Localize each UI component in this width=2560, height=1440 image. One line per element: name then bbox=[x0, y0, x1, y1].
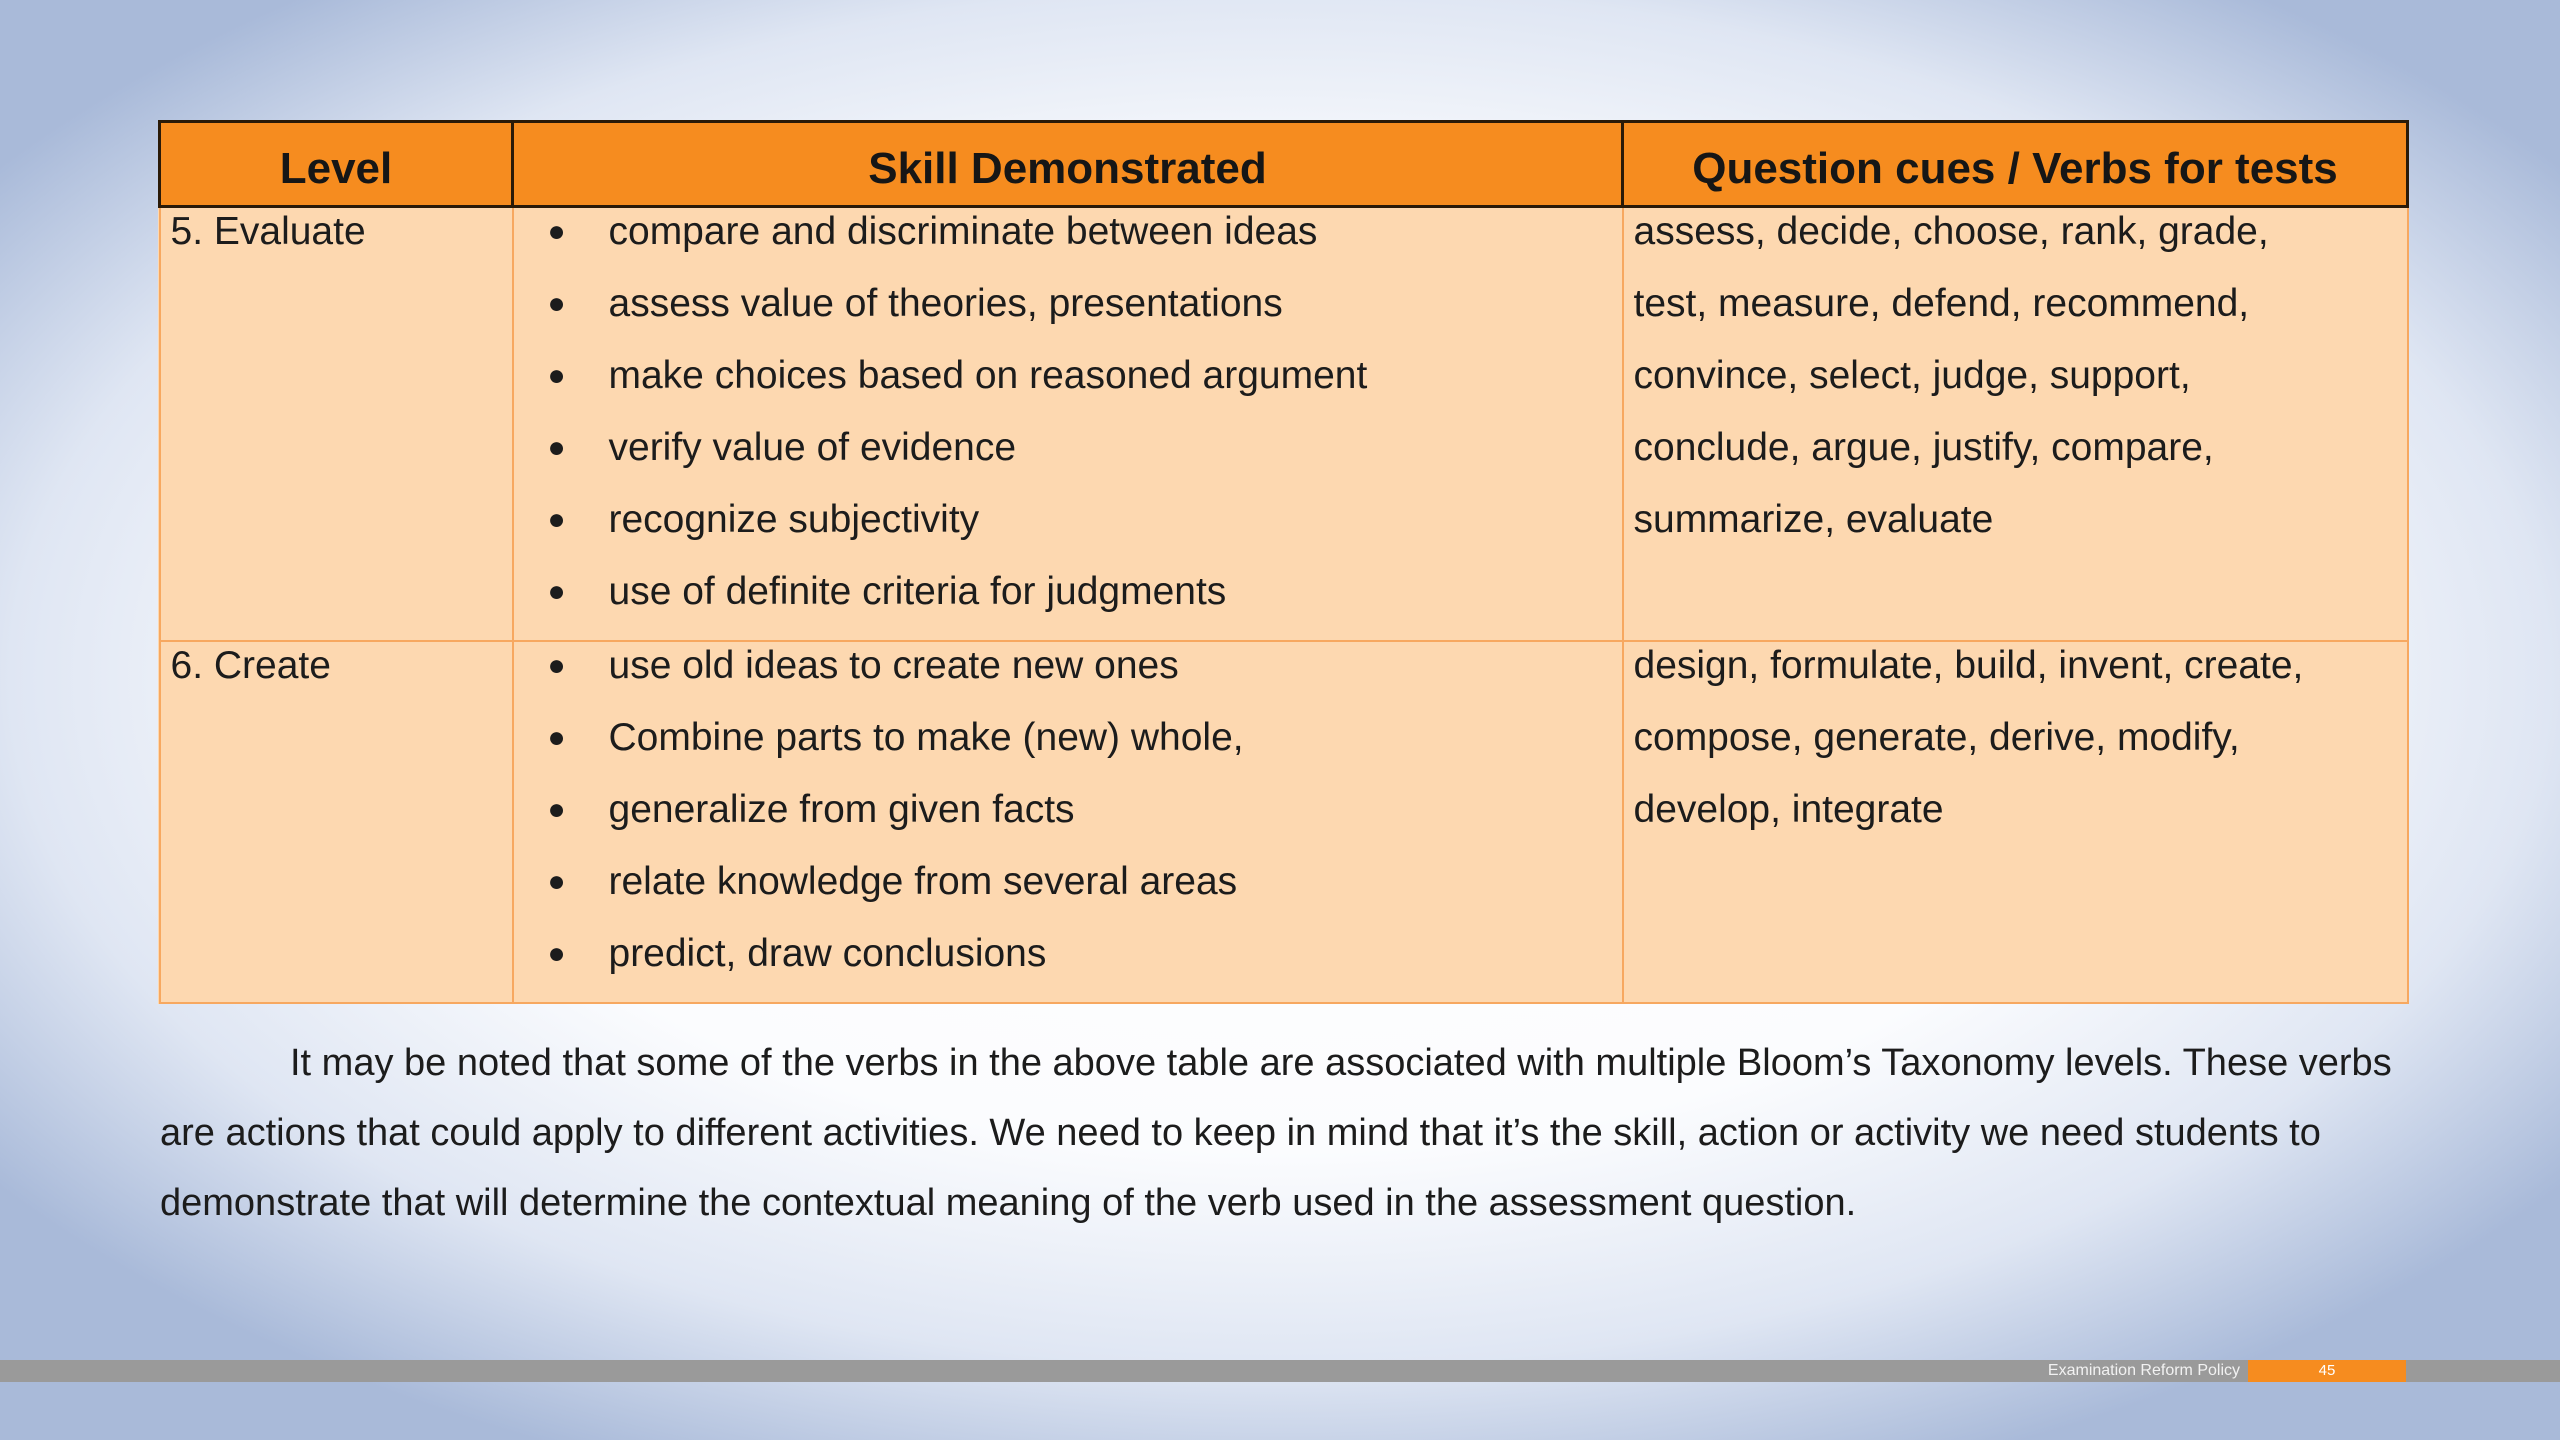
header-question-cues: Question cues / Verbs for tests bbox=[1623, 122, 2408, 207]
level-cell bbox=[160, 207, 513, 642]
level-cell bbox=[160, 641, 513, 1003]
bullet-icon: ● bbox=[547, 287, 566, 320]
cue-line: conclude, argue, justify, compare, bbox=[1633, 426, 2214, 469]
list-item bbox=[514, 412, 1622, 484]
footer-title: Examination Reform Policy bbox=[2047, 1362, 2240, 1379]
list-item bbox=[514, 846, 1622, 918]
bullet-icon: ● bbox=[547, 503, 566, 536]
bullet-icon: ● bbox=[547, 215, 566, 248]
cue-line: assess, decide, choose, rank, grade, bbox=[1633, 210, 2269, 253]
header-skill-demonstrated: Skill Demonstrated bbox=[513, 122, 1623, 207]
paragraph-text: It may be noted that some of the verbs in the above table are associated with multiple Bloom’s Taxonomy levels. These verbs are actions that could apply to different activities. We need to keep in mind that it’s the skill, action or activity we need students to demonstrate that will determine the contextual meaning of the verb used in the assessment question. bbox=[160, 1042, 2392, 1224]
skill-text: verify value of evidence bbox=[608, 426, 1017, 469]
cue-line: convince, select, judge, support, bbox=[1633, 354, 2191, 397]
skill-text: Combine parts to make (new) whole, bbox=[608, 716, 1244, 759]
bullet-icon: ● bbox=[547, 431, 566, 464]
cue-line: develop, integrate bbox=[1633, 788, 1944, 831]
skill-text: use old ideas to create new ones bbox=[608, 644, 1179, 687]
level-label: 6. Create bbox=[170, 644, 331, 687]
cue-line: summarize, evaluate bbox=[1633, 498, 1994, 541]
header-level: Level bbox=[160, 122, 513, 207]
bullet-icon: ● bbox=[547, 937, 566, 970]
skills-cell bbox=[513, 641, 1623, 1003]
cue-line: design, formulate, build, invent, create, bbox=[1633, 644, 2304, 687]
bullet-icon: ● bbox=[547, 793, 566, 826]
bullet-icon: ● bbox=[547, 575, 566, 608]
list-item bbox=[514, 918, 1622, 990]
list-item bbox=[514, 556, 1622, 628]
cues-text bbox=[1634, 630, 2407, 846]
list-item bbox=[514, 196, 1622, 268]
page-number: 45 bbox=[2248, 1360, 2406, 1382]
list-item bbox=[514, 702, 1622, 774]
cue-line: test, measure, defend, recommend, bbox=[1633, 282, 2250, 325]
explanatory-paragraph bbox=[160, 1028, 2400, 1238]
skill-text: predict, draw conclusions bbox=[608, 932, 1047, 975]
list-item bbox=[514, 774, 1622, 846]
table-row-create bbox=[160, 641, 2408, 1003]
skill-text: assess value of theories, presentations bbox=[608, 282, 1283, 325]
skills-list bbox=[514, 196, 1622, 628]
cues-cell bbox=[1623, 641, 2408, 1003]
list-item bbox=[514, 340, 1622, 412]
list-item bbox=[514, 484, 1622, 556]
bullet-icon: ● bbox=[547, 865, 566, 898]
cues-text bbox=[1634, 196, 2407, 556]
level-label: 5. Evaluate bbox=[170, 210, 366, 253]
skills-list bbox=[514, 630, 1622, 990]
skill-text: make choices based on reasoned argument bbox=[608, 354, 1368, 397]
table-row-evaluate bbox=[160, 207, 2408, 642]
cue-line: compose, generate, derive, modify, bbox=[1633, 716, 2240, 759]
bloom-taxonomy-table bbox=[158, 120, 2409, 1004]
cues-cell bbox=[1623, 207, 2408, 642]
skill-text: generalize from given facts bbox=[608, 788, 1075, 831]
bullet-icon: ● bbox=[547, 649, 566, 682]
skill-text: recognize subjectivity bbox=[608, 498, 980, 541]
list-item bbox=[514, 630, 1622, 702]
skills-cell bbox=[513, 207, 1623, 642]
bullet-icon: ● bbox=[547, 721, 566, 754]
skill-text: relate knowledge from several areas bbox=[608, 860, 1238, 903]
skill-text: use of definite criteria for judgments bbox=[608, 570, 1227, 613]
table-header-row bbox=[160, 122, 2408, 207]
skill-text: compare and discriminate between ideas bbox=[608, 210, 1318, 253]
list-item bbox=[514, 268, 1622, 340]
bullet-icon: ● bbox=[547, 359, 566, 392]
